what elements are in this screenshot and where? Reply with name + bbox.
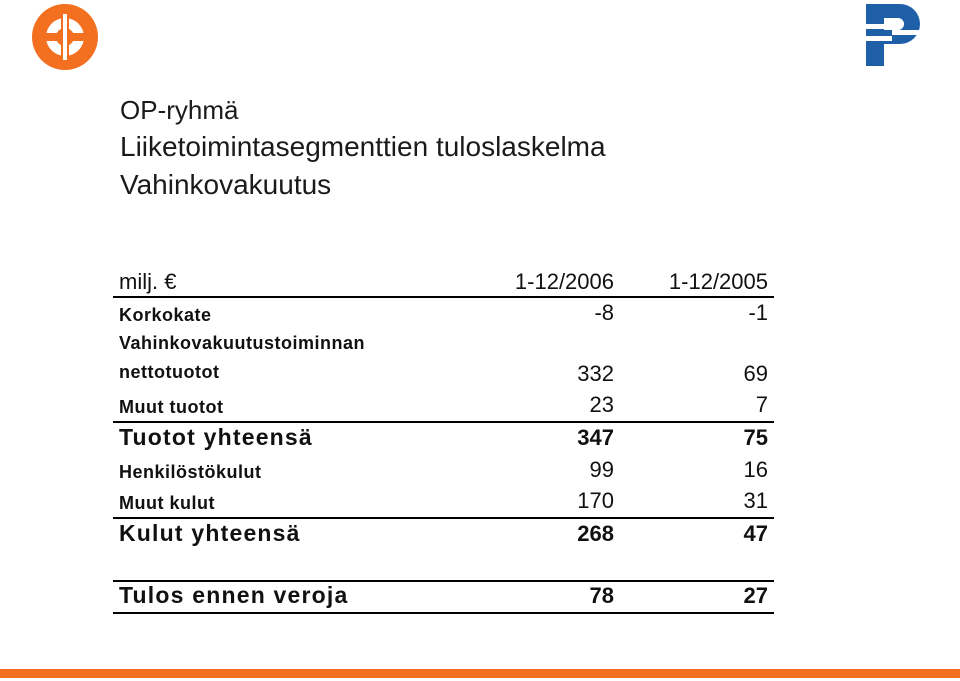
result-row (113, 581, 774, 613)
value-2006: 78 (468, 581, 616, 613)
value-2006: 347 (468, 422, 616, 454)
value-2005: -1 (748, 300, 768, 325)
total-row (113, 518, 774, 550)
row-label: Korkokate (119, 305, 212, 325)
value-2006: 23 (589, 392, 614, 417)
row-label: Tulos ennen veroja (113, 581, 468, 613)
column-header-2005: 1-12/2005 (616, 262, 774, 297)
page-titles (120, 92, 606, 204)
column-header-2006: 1-12/2006 (468, 262, 616, 297)
row-label: Kulut yhteensä (113, 518, 468, 550)
table-row (113, 390, 774, 422)
row-label-line1: Vahinkovakuutustoiminnan (119, 333, 366, 353)
value-2005: 27 (616, 581, 774, 613)
row-label: Muut tuotot (119, 397, 224, 417)
value-2005: 16 (743, 457, 768, 482)
table-row (113, 329, 774, 390)
table-row (113, 297, 774, 329)
value-2005: 47 (616, 518, 774, 550)
table-row (113, 454, 774, 486)
value-2005: 69 (743, 361, 768, 386)
income-statement-table (113, 262, 774, 614)
table-row (113, 486, 774, 518)
value-2005: 7 (755, 392, 768, 417)
value-2006: 99 (589, 457, 614, 482)
value-2006: -8 (594, 300, 614, 325)
row-label: Henkilöstökulut (119, 462, 262, 482)
row-label: Muut kulut (119, 493, 215, 513)
total-row (113, 422, 774, 454)
table-header-row (113, 262, 774, 297)
value-2006: 332 (577, 361, 614, 386)
row-label (113, 329, 468, 390)
value-2005: 31 (743, 488, 768, 513)
bottom-accent-bar (0, 669, 960, 678)
pohjola-logo-icon (862, 0, 928, 70)
page-title: Liiketoimintasegmenttien tuloslaskelma (120, 131, 606, 162)
value-2005: 75 (616, 422, 774, 454)
op-logo-icon (30, 2, 100, 72)
segment-title: Vahinkovakuutus (120, 169, 332, 200)
row-label-line2: nettotuotot (119, 362, 220, 382)
group-title: OP-ryhmä (120, 95, 239, 125)
value-2006: 170 (577, 488, 614, 513)
unit-label: milj. € (113, 262, 468, 297)
value-2006: 268 (468, 518, 616, 550)
row-label: Tuotot yhteensä (113, 422, 468, 454)
spacer-row (113, 550, 774, 581)
